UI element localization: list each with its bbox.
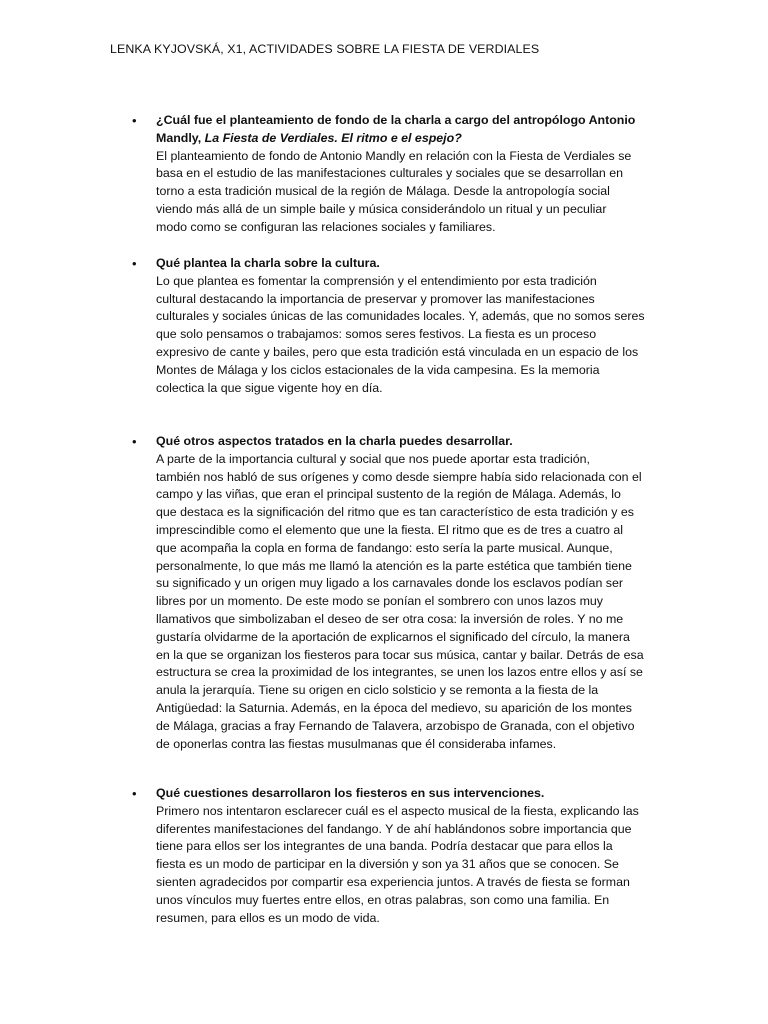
answer-line: fiesta es un modo de participar en la diversión y son ya 31 años que se conocen. Se [156,857,619,872]
answer-line: tiene para ellos ser los integrantes de una banda. Podría destacar que para ellos la [156,839,613,854]
answer-line: anula la jerarquía. Tiene su origen en ciclo solsticio y se remonta a la fiesta de la [156,683,599,698]
answer-line: culturales y sociales únicas de las comunidades locales. Y, además, que no somos seres [156,309,645,324]
answer-line: Montes de Málaga y los ciclos estacionales de la vida campesina. Es la memoria [156,362,600,377]
answer-line: El planteamiento de fondo de Antonio Mandly en relación con la Fiesta de Verdiales se [156,148,632,163]
answer-line: en la que se organizan los fiesteros para tocar sus música, cantar y bailar. Detrás de esa [156,647,644,662]
answer-line: viendo más allá de un simple baile y música considerándolo un ritual y un peculiar [156,201,607,216]
answer-line: Antigüedad: la Saturnia. Además, en la época del medievo, su aparición de los montes [156,700,632,715]
answer-line: basa en el estudio de las manifestaciones culturales y sociales que se desarrollan en [156,166,623,181]
document-header: LENKA KYJOVSKÁ, X1, ACTIVIDADES SOBRE LA FIESTA DE VERDIALES [110,42,540,56]
answer-line: colectica la que sigue vigente hoy en día. [156,380,383,395]
answer-line: imprescindible como el elemento que une la fiesta. El ritmo que es de tres a cuatro al [156,522,623,537]
answer-line: resumen, para ellos es un modo de vida. [156,910,380,925]
answer-line: que destaca es la significación del ritmo que es tan característico de esta tradición y es [156,505,634,520]
answer-line: también nos habló de sus orígenes y como desde siempre había sido relacionada con el [156,469,642,484]
answer-line: sienten agradecidos por compartir esa experiencia juntos. A través de fiesta se forman [156,874,630,889]
section-content [156,785,662,927]
question-heading [156,255,662,273]
answer-line: llamativos que simbolizaban el deseo de ser otra cosa: la inversión de roles. Y no me [156,611,624,626]
answer-line: A parte de la importancia cultural y social que nos puede aportar esta tradición, [156,451,590,466]
section-content [156,433,662,753]
answer-line: Primero nos intentaron esclarecer cuál es el aspecto musical de la fiesta, explicando las [156,803,639,818]
question-heading [156,785,662,803]
section-content [156,112,662,237]
answer-line: Lo que plantea es fomentar la comprensión y el entendimiento por esta tradición [156,273,597,288]
answer-line: campo y las viñas, que eran el principal sustento de la región de Málaga. Además, lo [156,487,621,502]
answer-line: libres por un momento. De este modo se ponían el sombrero con unos lazos muy [156,594,603,609]
question-text: Qué cuestiones desarrollaron los fiesteros en sus intervenciones. [156,786,545,800]
answer-line: de oponerlas contra las fiestas musulmanas que él consideraba infames. [156,736,557,751]
question-heading [156,433,662,451]
answer-paragraph [156,273,662,398]
answer-line: gustaría olvidarme de la aportación de explicarnos el significado del círculo, la manera [156,629,630,644]
bullet-point: • [132,256,137,271]
section-2 [132,255,662,397]
bullet-point: • [132,434,137,449]
answer-line: modo como se configuran las relaciones sociales y familiares. [156,219,496,234]
question-text: Qué otros aspectos tratados en la charla puedes desarrollar. [156,434,513,448]
section-4 [132,785,662,927]
answer-line: cultural destacando la importancia de preservar y promover las manifestaciones [156,291,595,306]
answer-line: que acompaña la copla en forma de fandango: esto sería la parte musical. Aunque, [156,540,613,555]
section-3 [132,433,662,753]
question-text: Qué plantea la charla sobre la cultura. [156,256,380,270]
answer-line: unos vínculos muy fuertes entre ellos, en otras palabras, son como una familia. En [156,892,610,907]
question-heading [156,112,662,148]
question-italic-title: La Fiesta de Verdiales. El ritmo e el espejo? [204,130,462,145]
answer-line: su significado y un origen muy ligado a los carnavales donde los esclavos podían ser [156,576,623,591]
answer-paragraph [156,148,662,237]
answer-paragraph [156,451,662,754]
answer-line: estructura se crea la proximidad de los integrantes, se unen los lazos entre ellos y así se [156,665,643,680]
answer-line: expresivo de cante y bailes, pero que esta tradición está vinculada en un espacio de los [156,344,639,359]
answer-line: torno a esta tradición musical de la región de Málaga. Desde la antropología social [156,184,610,199]
section-content [156,255,662,397]
bullet-point: • [132,113,137,128]
section-1 [132,112,662,237]
question-text: ¿Cuál fue el planteamiento de fondo de la charla a cargo del antropólogo Antonio Mandly, [156,113,636,145]
answer-line: diferentes manifestaciones del fandango. Y de ahí hablándonos sobre importancia que [156,821,632,836]
answer-paragraph [156,803,662,928]
answer-line: personalmente, lo que más me llamó la atención es la parte estética que también tiene [156,558,632,573]
bullet-point: • [132,786,137,801]
answer-line: de Málaga, gracias a fray Fernando de Talavera, arzobispo de Granada, con el objetivo [156,718,635,733]
answer-line: que solo pensamos o trabajamos: somos seres festivos. La fiesta es un proceso [156,327,597,342]
